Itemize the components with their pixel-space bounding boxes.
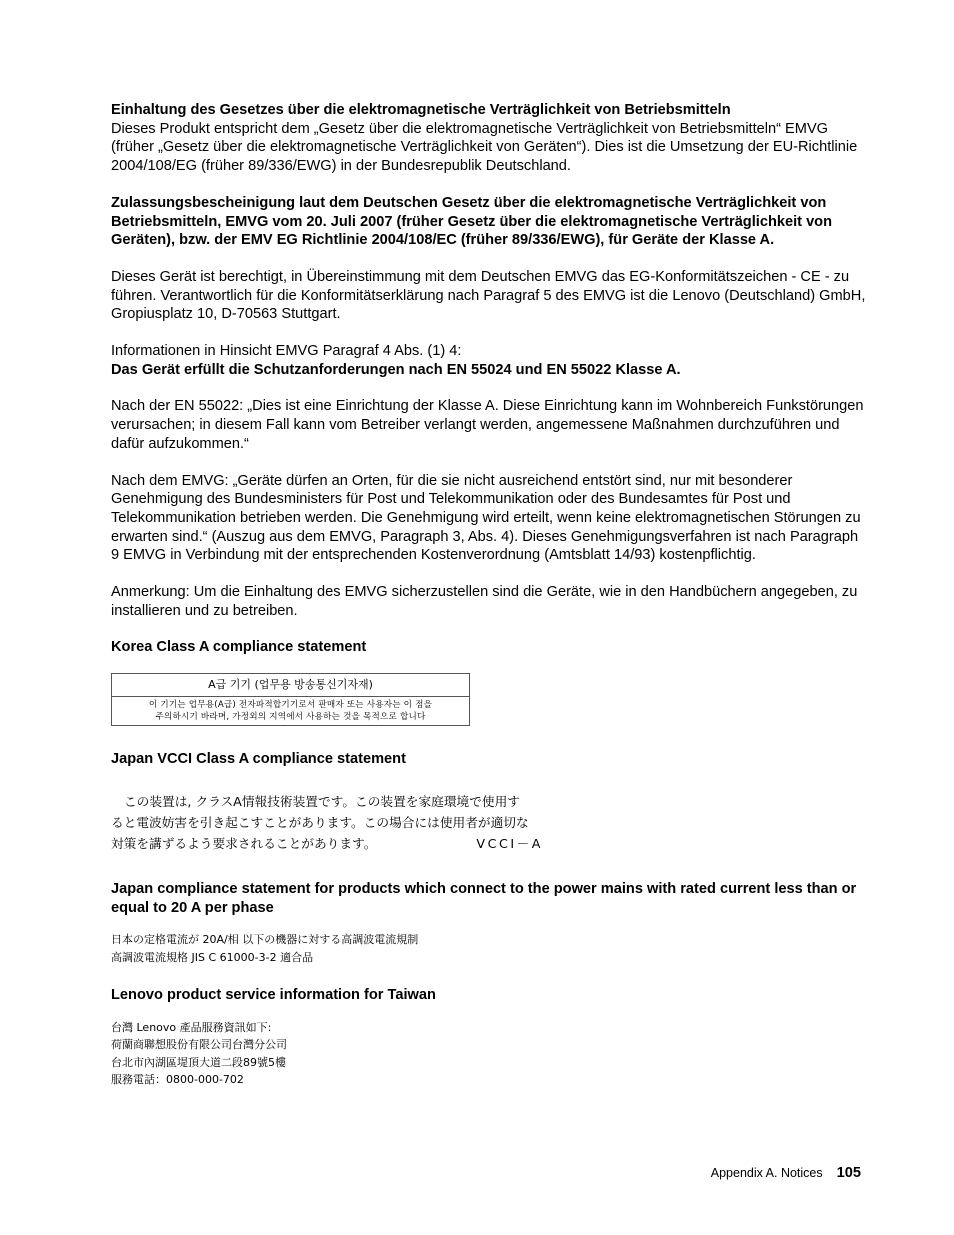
japan-power-line: 日本の定格電流が 20A/相 以下の機器に対する高調波電流規制 bbox=[111, 933, 419, 947]
taiwan-heading: Lenovo product service information for Taiwan bbox=[111, 987, 436, 1004]
japan-vcci-heading: Japan VCCI Class A compliance statement bbox=[111, 751, 406, 768]
info-line: Informationen in Hinsicht EMVG Paragraf 4 Abs. (1) 4: bbox=[111, 343, 462, 360]
vcci-line: 対策を講ずるよう要求されることがあります。 bbox=[111, 835, 377, 851]
korea-box-line: 이 기기는 업무용(A급) 전자파적합기기로서 판매자 또는 사용자는 이 점을 bbox=[148, 700, 433, 711]
taiwan-line: 荷蘭商聯想股份有限公司台灣分公司 bbox=[111, 1038, 287, 1052]
anmerkung-paragraph: Anmerkung: Um die Einhaltung des EMVG sicherzustellen sind die Geräte, wie in den Handbüchern angegeben, zu installieren und zu betreiben. bbox=[111, 584, 858, 619]
page-content bbox=[111, 101, 866, 1089]
korea-box-body bbox=[112, 697, 469, 725]
en55022-paragraph: Nach der EN 55022: „Dies ist eine Einrichtung der Klasse A. Diese Einrichtung kann im Wohnbereich Funkstörungen verursachen; in diesem Fall kann vom Betreiber verlangt werden, angemessene Maßnahmen durchzuführen und dafür aufzukommen.“ bbox=[111, 398, 864, 452]
taiwan-line: 服務電話：0800-000-702 bbox=[111, 1073, 244, 1087]
japan-power-line: 高調波電流規格 JIS C 61000-3-2 適合品 bbox=[111, 950, 314, 964]
berechtigt-paragraph: Dieses Gerät ist berechtigt, in Übereinstimmung mit dem Deutschen EMVG das EG-Konformitätszeichen - CE - zu führen. Verantwortlich für die Konformitätserklärung nach Paragraf 5 des EMVG ist die Lenovo (Deutschland) GmbH, Gropiusplatz 10, D-70563 Stuttgart. bbox=[111, 268, 866, 323]
emvg-heading: Einhaltung des Gesetzes über die elektromagnetische Verträglichkeit von Betriebsmitteln bbox=[111, 102, 731, 118]
vcci-line: ると電波妨害を引き起こすことがあります。この場合には使用者が適切な bbox=[111, 814, 529, 830]
info-bold-line: Das Gerät erfüllt die Schutzanforderungen nach EN 55024 und EN 55022 Klasse A. bbox=[111, 361, 681, 378]
korea-heading: Korea Class A compliance statement bbox=[111, 639, 367, 656]
taiwan-line: 台北市內湖區堤頂大道二段89號5樓 bbox=[111, 1055, 286, 1069]
emvg-intro-paragraph: Dieses Produkt entspricht dem „Gesetz über die elektromagnetische Verträglichkeit von Betriebsmitteln“ EMVG (früher „Gesetz über die elektromagnetische Verträglichkeit von Geräten“). Dies ist die Umsetzung der EU-Richtlinie 2004/108/EG (früher 89/336/EWG) in der Bundesrepublik Deutschland. bbox=[111, 120, 858, 175]
korea-box-title: A급 기기 (업무용 방송통신기자재) bbox=[112, 674, 469, 697]
footer-section-title: Appendix A. Notices bbox=[710, 1166, 823, 1180]
page-footer bbox=[711, 1164, 861, 1182]
taiwan-line: 台灣 Lenovo 產品服務資訊如下: bbox=[111, 1020, 272, 1034]
vcci-code: VCCI－A bbox=[476, 835, 543, 851]
korea-notice-box bbox=[111, 673, 470, 726]
vcci-statement bbox=[111, 791, 563, 854]
page-number: 105 bbox=[836, 1165, 861, 1181]
zulassung-heading: Zulassungsbescheinigung laut dem Deutschen Gesetz über die elektromagnetische Verträglichkeit von Betriebsmitteln, EMVG vom 20. Juli 2007 (früher Gesetz über die elektromagnetische Verträglichkeit von Geräten), bzw. der EMV EG Richtlinie 2004/108/EC (früher 89/336/EWG), für Geräte der Klasse A. bbox=[111, 194, 833, 249]
vcci-line: この装置は, クラスA情報技術装置です。この装置を家庭環境で使用す bbox=[124, 793, 520, 809]
vcci-line-last bbox=[111, 833, 563, 854]
nach-emvg-paragraph: Nach dem EMVG: „Geräte dürfen an Orten, für die sie nicht ausreichend entstört sind, nur mit besonderer Genehmigung des Bundesministers für Post und Telekommunikation oder des Bundesamtes für Post und Telekommunikation betrieben werden. Die Genehmigung wird erteilt, wenn keine elektromagnetischen Störungen zu erwarten sind.“ (Auszug aus dem EMVG, Paragraph 3, Abs. 4). Dieses Genehmigungsverfahren ist nach Paragraph 9 EMVG in Verbindung mit der entsprechenden Kostenverordnung (Amtsblatt 14/93) kostenpflichtig. bbox=[111, 472, 861, 564]
japan-power-heading: Japan compliance statement for products which connect to the power mains with rated current less than or equal to 20 A per phase bbox=[111, 880, 857, 916]
korea-box-line: 주의하시기 바라며, 가정외의 지역에서 사용하는 것을 목적으로 합니다 bbox=[155, 712, 426, 723]
